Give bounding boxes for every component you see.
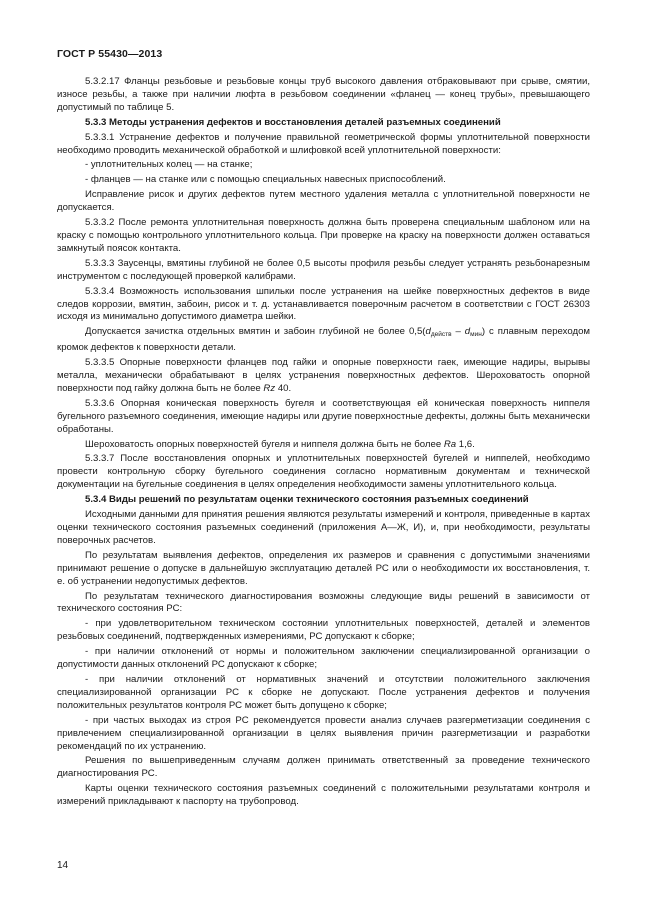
roughness-ra-label: Ra [443, 438, 457, 450]
paragraph: 5.3.3.3 Заусенцы, вмятины глубиной не более 0,5 высоты профиля резьбы следует устранять резьбонарезным инструментом с последующей проверкой калибрами. [57, 257, 590, 282]
paragraph: 5.3.2.17 Фланцы резьбовые и резьбовые концы труб высокого давления отбраковывают при срыве, смятии, износе резьбы, а также при наличии люфта в резьбовом соединении «фланец — конец трубы», превышающего допустимый по таблице 5. [57, 76, 590, 113]
roughness-rz-label: Rz [263, 382, 276, 394]
list-item: - при наличии отклонений от нормативных значений и отсутствии положительного заключения специализированной организации РС к сборке не допускают. После устранения дефектов и получения положительных результатов контроля РС может быть допущено к сборке; [57, 673, 590, 711]
paragraph: 5.3.3.4 Возможность использования шпильки после устранения на шейке поверхностных дефектов в виде следов коррозии, вмятин, забоин, рисок и т. д. устанавливается поверочным расчетом в соответствии с ГОСТ 26303 исходя из минимально допустимого диаметра шейки. [57, 285, 590, 323]
formula-subscript-2: мин [470, 331, 482, 339]
list-item: - при наличии отклонений от нормы и положительном заключении специализированной организации о допустимости данных отклонений РС допускают к сборке; [57, 646, 590, 671]
roughness-ra-value: 1,6. [458, 438, 475, 450]
paragraph: 5.3.3.2 После ремонта уплотнительная поверхность должна быть проверена специальным шаблоном или на краску с помощью контрольного уплотнительного кольца. При проверке на краску на поверхности должен оставаться замкнутый поясок контакта. [57, 217, 590, 254]
paragraph-text: Шероховатость опорных поверхностей бугеля и ниппеля должна быть не более [85, 438, 442, 450]
paragraph-text: 5.3.3.5 Опорные поверхности фланцев под гайки и опорные поверхности гаек, имеющие надиры, вырывы металла, механически обрабатывают в целях устранения поверхностных дефектов. Шероховатость опорной поверхности под гайку должна быть не более [57, 357, 590, 394]
paragraph [57, 439, 590, 452]
formula-text-before: Допускается зачистка отдельных вмятин и забоин глубиной не более 0,5( [85, 326, 426, 338]
list-item: - при удовлетворительном техническом состоянии уплотнительных поверхностей, деталей и элементов резьбовых соединений, подтвержденных измерениями, РС допускают к сборке; [57, 618, 590, 643]
list-item: - уплотнительных колец — на станке; [85, 159, 253, 171]
formula-symbol-d1: d [425, 326, 431, 338]
paragraph: Исходными данными для принятия решения являются результаты измерений и контроля, приведенные в картах оценки технического состояния разъемных соединений (приложения А—Ж, И), и, при необходимости, результаты поверочных расчетов. [57, 509, 590, 546]
document-body [57, 76, 590, 811]
formula-symbol-d2: d [464, 326, 471, 338]
page-number: 14 [57, 860, 69, 871]
paragraph: 5.3.3.1 Устранение дефектов и получение правильной геометрической формы уплотнительной поверхности необходимо проводить механической обработкой и шлифовкой всей уплотнительной поверхности: [57, 131, 590, 156]
paragraph: По результатам выявления дефектов, определения их размеров и сравнения с допустимыми значениями принимают решение о допуске в дальнейшую эксплуатацию деталей РС или о необходимости их восстановления, т. е. об устранении недопустимых дефектов. [57, 549, 590, 587]
paragraph [57, 357, 590, 396]
paragraph: 5.3.3.7 После восстановления опорных и уплотнительных поверхностей бугелей и ниппелей, необходимо провести контрольную сборку бугельного соединения согласно нормативным документам и технической документации на бугельные соединения в целях определения необходимости замены уплотнительного кольца. [57, 453, 590, 491]
section-heading: 5.3.4 Виды решений по результатам оценки технического состояния разъемных соединений [85, 494, 529, 506]
paragraph: Решения по вышеприведенным случаям должен принимать ответственный за проведение технического диагностирования РС. [57, 755, 590, 780]
formula-subscript-1: действ [430, 331, 452, 339]
formula-minus: – [451, 326, 465, 338]
paragraph: Исправление рисок и других дефектов путем местного удаления металла с уплотнительной поверхности не допускается. [57, 189, 590, 214]
paragraph: По результатам технического диагностирования возможны следующие виды решений в зависимости от технического состояния РС: [57, 590, 590, 615]
list-item: - при частых выходах из строя РС рекомендуется провести анализ случаев разгерметизации соединения с привлечением специализированной организации в целях выявления причин разгерметизации и разработки рекомендаций по их устранению. [57, 714, 590, 752]
paragraph: Карты оценки технического состояния разъемных соединений с положительными результатами контроля и измерений прикладывают к паспорту на трубопровод. [57, 783, 590, 808]
section-heading: 5.3.3 Методы устранения дефектов и восстановления деталей разъемных соединений [85, 116, 501, 128]
list-item: - фланцев — на станке или с помощью специальных навесных приспособлений. [85, 174, 446, 186]
formula-paragraph [57, 326, 590, 355]
roughness-rz-value: 40. [277, 382, 292, 394]
paragraph: 5.3.3.6 Опорная коническая поверхность бугеля и соответствующая ей коническая поверхность ниппеля бугельного разъемного соединения, имеющие надиры или другие поверхностные дефекты, должны быть механически обработаны. [57, 397, 590, 435]
document-header: ГОСТ Р 55430—2013 [57, 48, 163, 60]
formula-text-after: ) с плавным переходом кромок дефектов к поверхности детали. [57, 326, 590, 354]
